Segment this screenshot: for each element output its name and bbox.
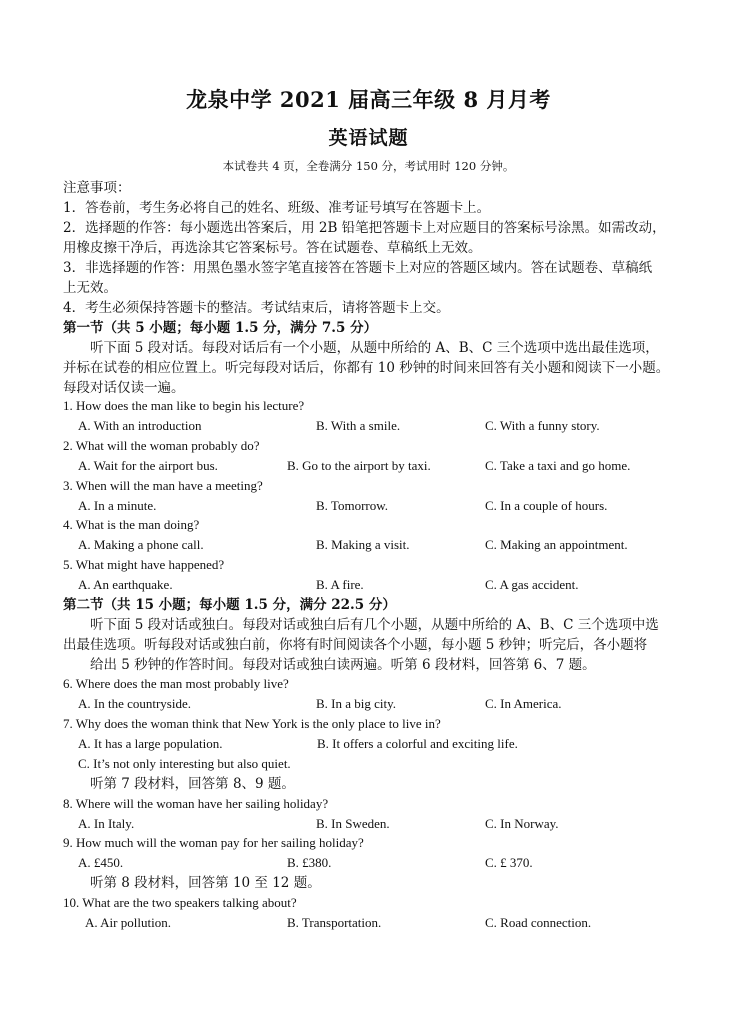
question-2-option-a: A. Wait for the airport bus. <box>78 458 218 473</box>
question-2-option-c: C. Take a taxi and go home. <box>485 458 631 473</box>
question-5-option-b: B. A fire. <box>316 577 364 592</box>
section-2-heading: 第二节（共 15 小题；每小题 1.5 分，满分 22.5 分） <box>63 597 396 613</box>
question-5-stem: 5. What might have happened? <box>63 557 225 572</box>
question-5-option-a: A. An earthquake. <box>78 577 173 592</box>
notice-item-3-line-1: 3．非选择题的作答：用黑色墨水签字笔直接答在答题卡上对应的答题区域内。答在试题卷、草稿纸 <box>63 260 653 276</box>
notice-item-2-line-2: 用橡皮擦干净后，再选涂其它答案标号。答在试题卷、草稿纸上无效。 <box>63 240 482 256</box>
question-8-stem: 8. Where will the woman have her sailing holiday? <box>63 796 329 811</box>
question-6-option-a: A. In the countryside. <box>78 696 192 711</box>
material-7-instruction: 听第 7 段材料，回答第 8、9 题。 <box>90 776 295 792</box>
section-2-intro-line-3: 给出 5 秒钟的作答时间。每段对话或独白读两遍。听第 6 段材料，回答第 6、7 题。 <box>90 657 596 673</box>
question-8-option-b: B. In Sweden. <box>316 816 390 831</box>
question-7-option-a: A. It has a large population. <box>78 736 223 751</box>
question-4-option-b: B. Making a visit. <box>316 537 410 552</box>
question-4-option-c: C. Making an appointment. <box>485 537 628 552</box>
section-1-heading: 第一节（共 5 小题；每小题 1.5 分，满分 7.5 分） <box>63 320 378 336</box>
question-10-option-a: A. Air pollution. <box>85 915 171 930</box>
question-9-option-c: C. £ 370. <box>485 855 533 870</box>
exam-note: 本试卷共 4 页，全卷满分 150 分，考试用时 120 分钟。 <box>222 159 515 173</box>
question-4-option-a: A. Making a phone call. <box>78 537 204 552</box>
material-8-instruction: 听第 8 段材料，回答第 10 至 12 题。 <box>90 875 321 891</box>
notice-item-3-line-2: 上无效。 <box>63 280 117 296</box>
question-2-stem: 2. What will the woman probably do? <box>63 438 260 453</box>
question-10-option-c: C. Road connection. <box>485 915 592 930</box>
section-1-intro-line-3: 每段对话仅读一遍。 <box>63 380 185 396</box>
notice-item-1: 1．答卷前，考生务必将自己的姓名、班级、准考证号填写在答题卡上。 <box>63 200 491 216</box>
question-6-stem: 6. Where does the man most probably live? <box>63 676 289 691</box>
question-6-option-c: C. In America. <box>485 696 562 711</box>
exam-title: 龙泉中学 2021 届高三年级 8 月月考 <box>186 87 551 112</box>
question-1-option-a: A. With an introduction <box>78 418 202 433</box>
question-7-option-c: C. It’s not only interesting but also quiet. <box>78 756 291 771</box>
question-3-stem: 3. When will the man have a meeting? <box>63 478 263 493</box>
notice-item-4: 4．考生必须保持答题卡的整洁。考试结束后，请将答题卡上交。 <box>63 300 450 316</box>
question-10-stem: 10. What are the two speakers talking about? <box>63 895 297 910</box>
question-2-option-b: B. Go to the airport by taxi. <box>287 458 431 473</box>
section-1-intro-line-2: 并标在试卷的相应位置上。听完每段对话后，你都有 10 秒钟的时间来回答有关小题和阅读下一小题。 <box>63 360 670 376</box>
section-2-intro-line-1: 听下面 5 段对话或独白。每段对话或独白后有几个小题，从题中所给的 A、B、C 三个选项中选 <box>90 617 659 633</box>
question-3-option-c: C. In a couple of hours. <box>485 498 608 513</box>
notice-item-2-line-1: 2．选择题的作答：每小题选出答案后，用 2B 铅笔把答题卡上对应题目的答案标号涂黑。如需改动， <box>63 220 666 236</box>
question-9-option-a: A. £450. <box>78 855 124 870</box>
notice-heading: 注意事项： <box>63 180 131 196</box>
subject-title: 英语试题 <box>328 127 409 149</box>
question-8-option-a: A. In Italy. <box>78 816 135 831</box>
question-1-option-c: C. With a funny story. <box>485 418 600 433</box>
question-6-option-b: B. In a big city. <box>316 696 397 711</box>
section-1-intro-line-1: 听下面 5 段对话。每段对话后有一个小题，从题中所给的 A、B、C 三个选项中选出最佳选项， <box>90 340 659 356</box>
question-3-option-b: B. Tomorrow. <box>316 498 389 513</box>
question-5-option-c: C. A gas accident. <box>485 577 579 592</box>
question-9-stem: 9. How much will the woman pay for her sailing holiday? <box>63 835 364 850</box>
question-10-option-b: B. Transportation. <box>287 915 382 930</box>
question-1-option-b: B. With a smile. <box>316 418 401 433</box>
question-7-stem: 7. Why does the woman think that New York is the only place to live in? <box>63 716 441 731</box>
section-2-intro-line-2: 出最佳选项。听每段对话或独白前，你将有时间阅读各个小题，每小题 5 秒钟；听完后，各小题将 <box>63 637 648 653</box>
question-1-stem: 1. How does the man like to begin his lecture? <box>63 398 305 413</box>
question-8-option-c: C. In Norway. <box>485 816 559 831</box>
question-3-option-a: A. In a minute. <box>78 498 157 513</box>
question-7-option-b: B. It offers a colorful and exciting life. <box>317 736 518 751</box>
question-9-option-b: B. £380. <box>287 855 332 870</box>
question-4-stem: 4. What is the man doing? <box>63 517 200 532</box>
